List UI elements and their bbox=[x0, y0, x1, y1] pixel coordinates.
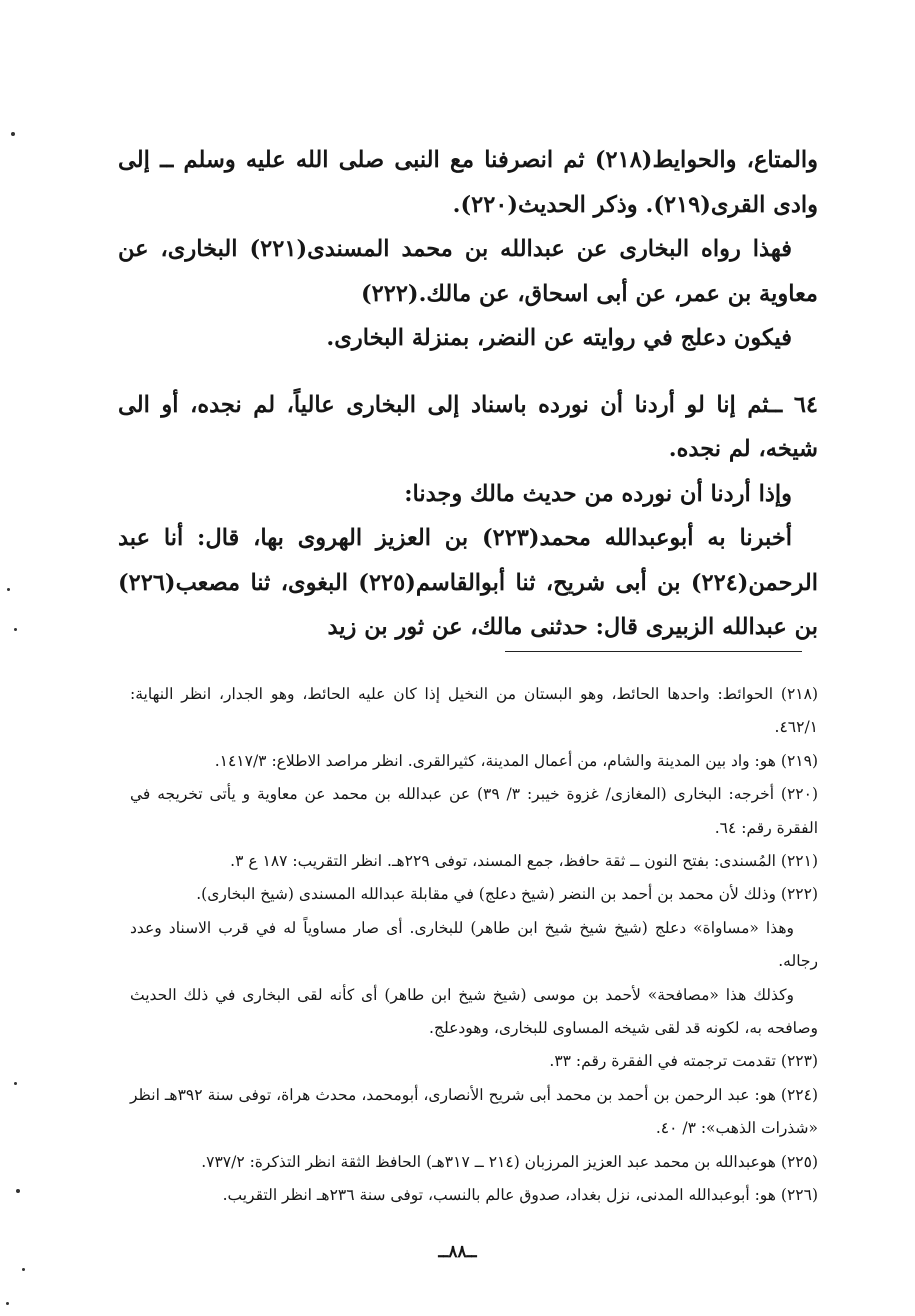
footnotes bbox=[130, 678, 818, 1213]
scan-speck bbox=[22, 1268, 25, 1271]
footnote-225: (٢٢٥) هوعبدالله بن محمد عبد العزيز المرزبان (٢١٤ ــ ٣١٧هـ) الحافظ الثقة انظر التذكرة: ٧٣٧/٢. bbox=[201, 1152, 818, 1171]
footnote-219: (٢١٩) هو: واد بين المدينة والشام، من أعمال المدينة، كثيرالقرى. انظر مراصد الاطلاع: ١٤١٧/٣. bbox=[214, 751, 818, 770]
footnote-224: (٢٢٤) هو: عبد الرحمن بن أحمد بن محمد أبى شريح الأنصارى، أبومحمد، محدث هراة، توفى سنة ٣٩٢هـ انظر «شذرات الذهب»: ٣/ ٤٠. bbox=[130, 1085, 818, 1138]
paragraph-malik-hadith: وإذا أردنا أن نورده من حديث مالك وجدنا: bbox=[404, 480, 792, 507]
page-number: ــ٨٨ــ bbox=[438, 1242, 477, 1262]
scan-speck bbox=[7, 588, 10, 591]
scan-speck bbox=[16, 1189, 20, 1193]
scan-speck bbox=[14, 1082, 17, 1085]
footnote-222-musawat: وهذا «مساواة» دعلج (شيخ شيخ شيخ ابن طاهر) للبخارى. أى صار مساوياً له في قرب الاسناد وعدد رجاله. bbox=[130, 918, 818, 971]
section-gap bbox=[118, 361, 818, 383]
footnote-separator bbox=[505, 651, 802, 652]
footnote-218: (٢١٨) الحوائط: واحدها الحائط، وهو البستان من النخيل إذا كان عليه الحائط، وهو الجدار، انظر النهاية: ٤٦٢/١. bbox=[130, 685, 818, 737]
paragraph-dalaj: فيكون دعلج في روايته عن النضر، بمنزلة البخارى. bbox=[326, 325, 792, 351]
paragraph-continuation: والمتاع، والحوايط(٢١٨) ثم انصرفنا مع النبى صلى الله عليه وسلم ــ إلى وادى القرى(٢١٩). وذكر الحديث(٢٢٠). bbox=[118, 147, 818, 218]
paragraph-bukhari-narration: فهذا رواه البخارى عن عبدالله بن محمد المسندى(٢٢١) البخارى، عن معاوية بن عمر، عن أبى اسحاق، عن مالك.(٢٢٢) bbox=[118, 236, 818, 307]
scan-speck bbox=[14, 628, 17, 631]
footnote-221: (٢٢١) المُسندى: بفتح النون ــ ثقة حافظ، جمع المسند، توفى ٢٢٩هـ. انظر التقريب: ١٨٧ ع ٣. bbox=[230, 852, 818, 871]
footnote-222-musafaha: وكذلك هذا «مصافحة» لأحمد بن موسى (شيخ شيخ ابن طاهر) أى كأنه لقى البخارى في ذلك الحديث وصافحه به، لكونه قد لقى شيخه المساوى للبخارى، وهودعلج. bbox=[130, 985, 818, 1038]
footnote-223: (٢٢٣) تقدمت ترجمته في الفقرة رقم: ٣٣. bbox=[549, 1052, 818, 1071]
paragraph-64: ٦٤ ــثم إنا لو أردنا أن نورده باسناد إلى البخارى عالياً، لم نجده، أو الى شيخه، لم نجده. bbox=[118, 391, 818, 462]
scan-speck bbox=[6, 1302, 9, 1305]
footnote-220: (٢٢٠) أخرجه: البخارى (المغازى/ غزوة خيبر: ٣/ ٣٩) عن عبدالله بن محمد عن معاوية و يأتى تخريجه في الفقرة رقم: ٦٤. bbox=[130, 785, 818, 837]
footnote-222: (٢٢٢) وذلك لأن محمد بن أحمد بن النضر (شيخ دعلج) في مقابلة عبدالله المسندى (شيخ البخارى). bbox=[196, 885, 818, 904]
paragraph-isnad: أخبرنا به أبوعبدالله محمد(٢٢٣) بن العزيز الهروى بها، قال: أنا عبد الرحمن(٢٢٤) بن أبى شريح، ثنا أبوالقاسم(٢٢٥) البغوى، ثنا مصعب(٢٢٦) بن عبدالله الزبيرى قال: حدثنى مالك، عن ثور بن زيد bbox=[118, 525, 818, 640]
footnote-226: (٢٢٦) هو: أبوعبدالله المدنى، نزل بغداد، صدوق عالم بالنسب، توفى سنة ٢٣٦هـ انظر التقريب. bbox=[222, 1186, 818, 1205]
scan-speck bbox=[11, 132, 15, 136]
main-text bbox=[118, 138, 818, 650]
